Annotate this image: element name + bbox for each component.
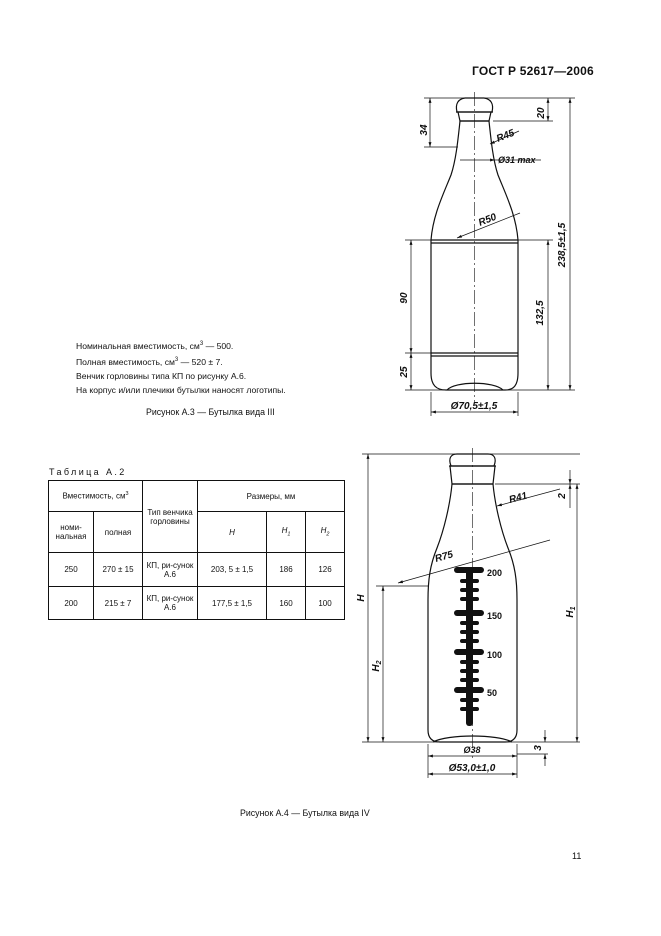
figure-a3-caption: Рисунок А.3 — Бутылка вида III <box>146 407 275 417</box>
dim-finish-height: 20 <box>536 107 547 119</box>
cell-h2: 100 <box>306 587 345 620</box>
table-title: Таблица А.2 <box>49 467 127 477</box>
dim-iv-h2: $H_2$ <box>371 660 383 672</box>
dim-top-height: 34 <box>419 124 430 136</box>
table-row <box>49 587 345 620</box>
header-capacity: Вместимость, $см^3$ <box>49 481 143 512</box>
cell-h1: 160 <box>267 587 306 620</box>
dim-iv-shoulder-radius: R75 <box>433 549 455 565</box>
dim-neck-diameter: Ø31 max <box>498 155 536 165</box>
dim-iv-h1: $H_1$ <box>565 606 577 618</box>
cell-full: 215 ± 7 <box>94 587 143 620</box>
bottle-iv-measuring-scale <box>454 567 484 726</box>
dim-iv-finish-height: 2 <box>557 493 568 499</box>
scale-mark-150: 150 <box>487 611 503 621</box>
bottle-iv-scale-labels <box>487 568 502 698</box>
scale-mark-50: 50 <box>487 688 498 698</box>
dim-iv-neck-radius: R41 <box>507 490 529 506</box>
dim-total-height: 238,5±1,5 <box>557 222 568 268</box>
note-finish-type: Венчик горловины типа КП по рисунку А.6. <box>76 370 247 381</box>
cell-nominal: 200 <box>49 587 94 620</box>
dim-iv-body-diameter: Ø53,0±1,0 <box>448 763 496 774</box>
dim-base-height: 25 <box>399 366 410 378</box>
figure-a4-caption: Рисунок А.4 — Бутылка вида IV <box>240 808 370 818</box>
cell-nominal: 250 <box>49 553 94 587</box>
table-row <box>49 553 345 587</box>
cell-h: 177,5 ± 1,5 <box>198 587 267 620</box>
dim-neck-radius: R45 <box>495 127 517 145</box>
header-nominal: номи-нальная <box>49 512 94 553</box>
note-nominal-capacity: Номинальная вместимость, $см^3$ — 500. <box>76 340 234 351</box>
cell-h: 203, 5 ± 1,5 <box>198 553 267 587</box>
dim-body-height: 132,5 <box>535 300 546 326</box>
header-finish-type: Тип венчика горловины <box>143 481 198 553</box>
header-dimensions: Размеры, мм <box>198 481 345 512</box>
table-a2 <box>48 480 345 620</box>
page-number: 11 <box>572 851 582 861</box>
note-full-capacity: Полная вместимость, $см^3$ — 520 ± 7. <box>76 356 223 367</box>
standard-header: ГОСТ Р 52617—2006 <box>472 64 594 78</box>
cell-full: 270 ± 15 <box>94 553 143 587</box>
header-full: полная <box>94 512 143 553</box>
scale-mark-100: 100 <box>487 650 503 660</box>
dim-iv-base-height: 3 <box>533 745 544 751</box>
scale-mark-200: 200 <box>487 568 503 578</box>
header-h: H <box>198 512 267 553</box>
dim-label-height: 90 <box>399 292 410 304</box>
note-logos: На корпус и/или плечики бутылки наносят логотипы. <box>76 384 286 395</box>
dim-body-diameter: Ø70,5±1,5 <box>450 401 498 412</box>
dim-iv-base-diameter: Ø38 <box>463 745 481 755</box>
figure-a3-notes <box>76 337 286 397</box>
cell-h2: 126 <box>306 553 345 587</box>
cell-h1: 186 <box>267 553 306 587</box>
dim-iv-h: H <box>356 594 367 602</box>
bottle-iii-dimension-labels <box>399 107 568 412</box>
header-h2: $H_2$ <box>306 512 345 553</box>
dim-shoulder-radius: R50 <box>477 211 499 229</box>
cell-finish: КП, ри-сунок А.6 <box>143 553 198 587</box>
header-h1: $H_1$ <box>267 512 306 553</box>
cell-finish: КП, ри-сунок А.6 <box>143 587 198 620</box>
